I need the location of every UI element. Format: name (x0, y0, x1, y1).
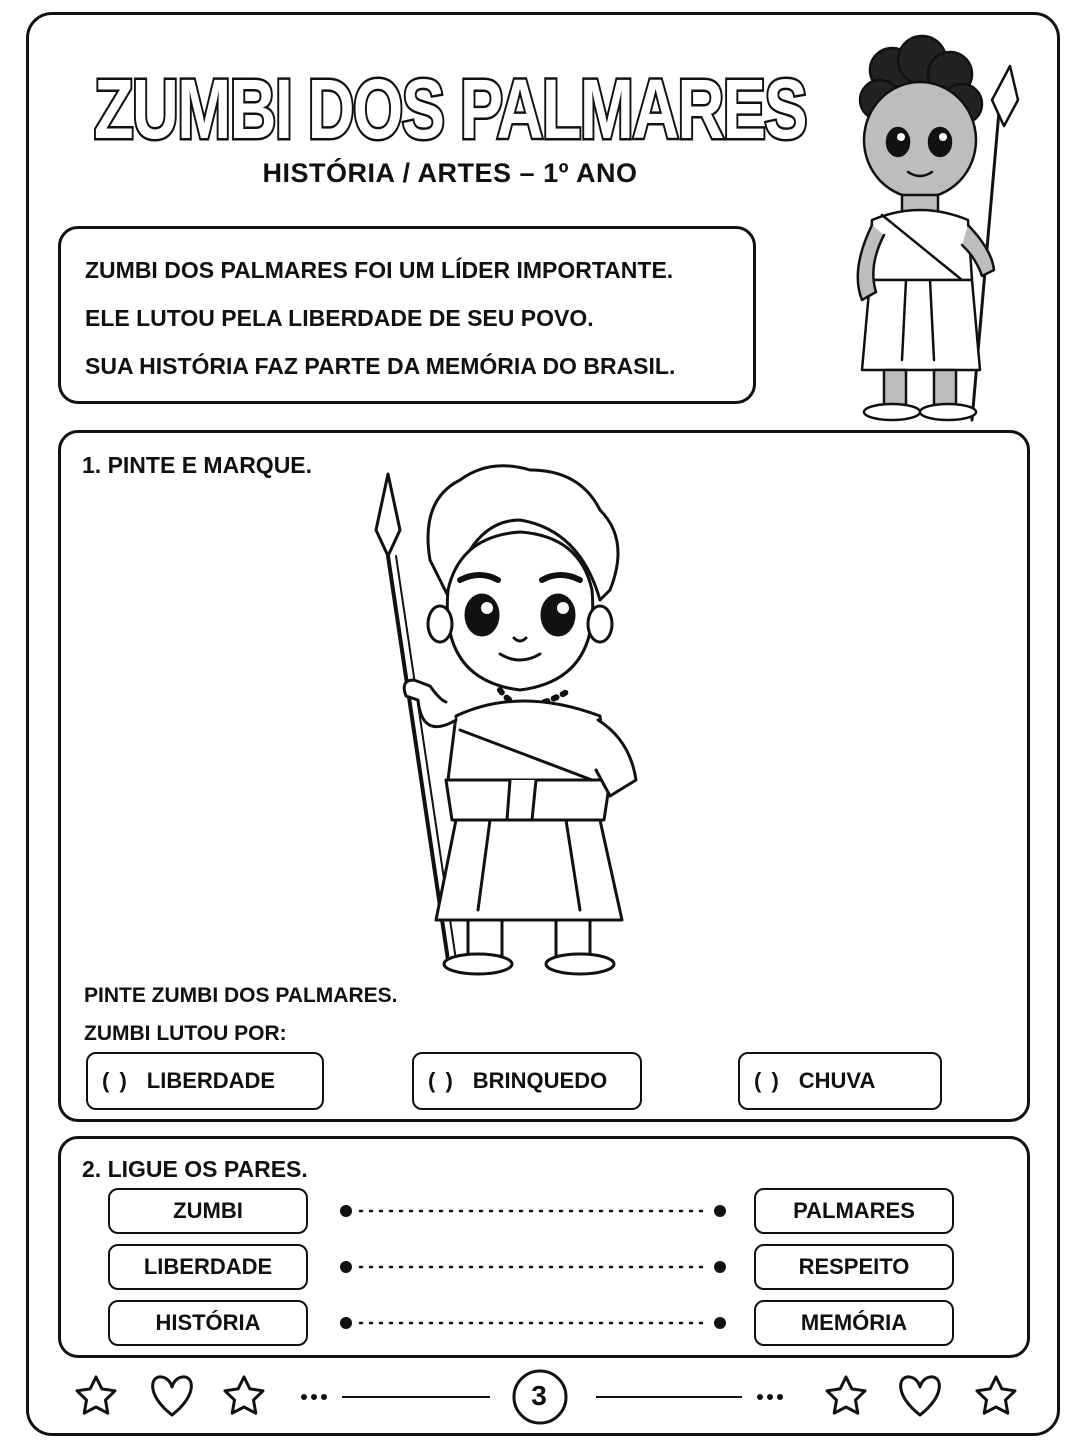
left-term-liberdade[interactable]: LIBERDADE (108, 1244, 308, 1290)
option-label: CHUVA (798, 1068, 876, 1093)
page-title-text: ZUMBI DOS PALMARES (94, 62, 806, 156)
dotted-connector (338, 1204, 730, 1218)
right-term-memoria[interactable]: MEMÓRIA (754, 1300, 954, 1346)
dots-left (301, 1394, 327, 1400)
dotted-connector (338, 1260, 730, 1274)
checkbox-paren[interactable]: ( ) (428, 1068, 455, 1093)
section1-title: 1. PINTE E MARQUE. (82, 452, 313, 478)
zumbi-coloring-illustration[interactable] (360, 440, 680, 980)
left-term-zumbi[interactable]: ZUMBI (108, 1188, 308, 1234)
section2-title: 2. LIGUE OS PARES. (82, 1156, 308, 1182)
right-term-respeito[interactable]: RESPEITO (754, 1244, 954, 1290)
page-subtitle: HISTÓRIA / ARTES – 1º ANO (262, 158, 638, 188)
intro-text-box (58, 226, 756, 404)
right-term-palmares[interactable]: PALMARES (754, 1188, 954, 1234)
option-label: LIBERDADE (146, 1068, 276, 1093)
intro-line: SUA HISTÓRIA FAZ PARTE DA MEMÓRIA DO BRASIL. (85, 353, 676, 379)
star-outline-icon (827, 1377, 865, 1413)
option-label: BRINQUEDO (472, 1068, 608, 1093)
option-brinquedo[interactable] (412, 1052, 642, 1110)
heart-outline-icon (153, 1377, 192, 1415)
page-title (60, 40, 840, 160)
left-term-historia[interactable]: HISTÓRIA (108, 1300, 308, 1346)
intro-line: ZUMBI DOS PALMARES FOI UM LÍDER IMPORTANTE. (85, 257, 674, 283)
heart-outline-icon (901, 1377, 940, 1415)
dotted-connector (338, 1316, 730, 1330)
star-outline-icon (977, 1377, 1015, 1413)
option-liberdade[interactable] (86, 1052, 324, 1110)
checkbox-paren[interactable]: ( ) (754, 1068, 781, 1093)
page-number: 3 (531, 1380, 547, 1411)
star-outline-icon (225, 1377, 263, 1413)
checkbox-paren[interactable]: ( ) (102, 1068, 129, 1093)
star-outline-icon (77, 1377, 115, 1413)
zumbi-small-illustration (822, 30, 1052, 430)
paint-instruction: PINTE ZUMBI DOS PALMARES. (84, 984, 398, 1007)
intro-line: ELE LUTOU PELA LIBERDADE DE SEU POVO. (85, 305, 594, 331)
mark-question: ZUMBI LUTOU POR: (84, 1022, 287, 1045)
option-chuva[interactable] (738, 1052, 942, 1110)
dots-right (757, 1394, 783, 1400)
